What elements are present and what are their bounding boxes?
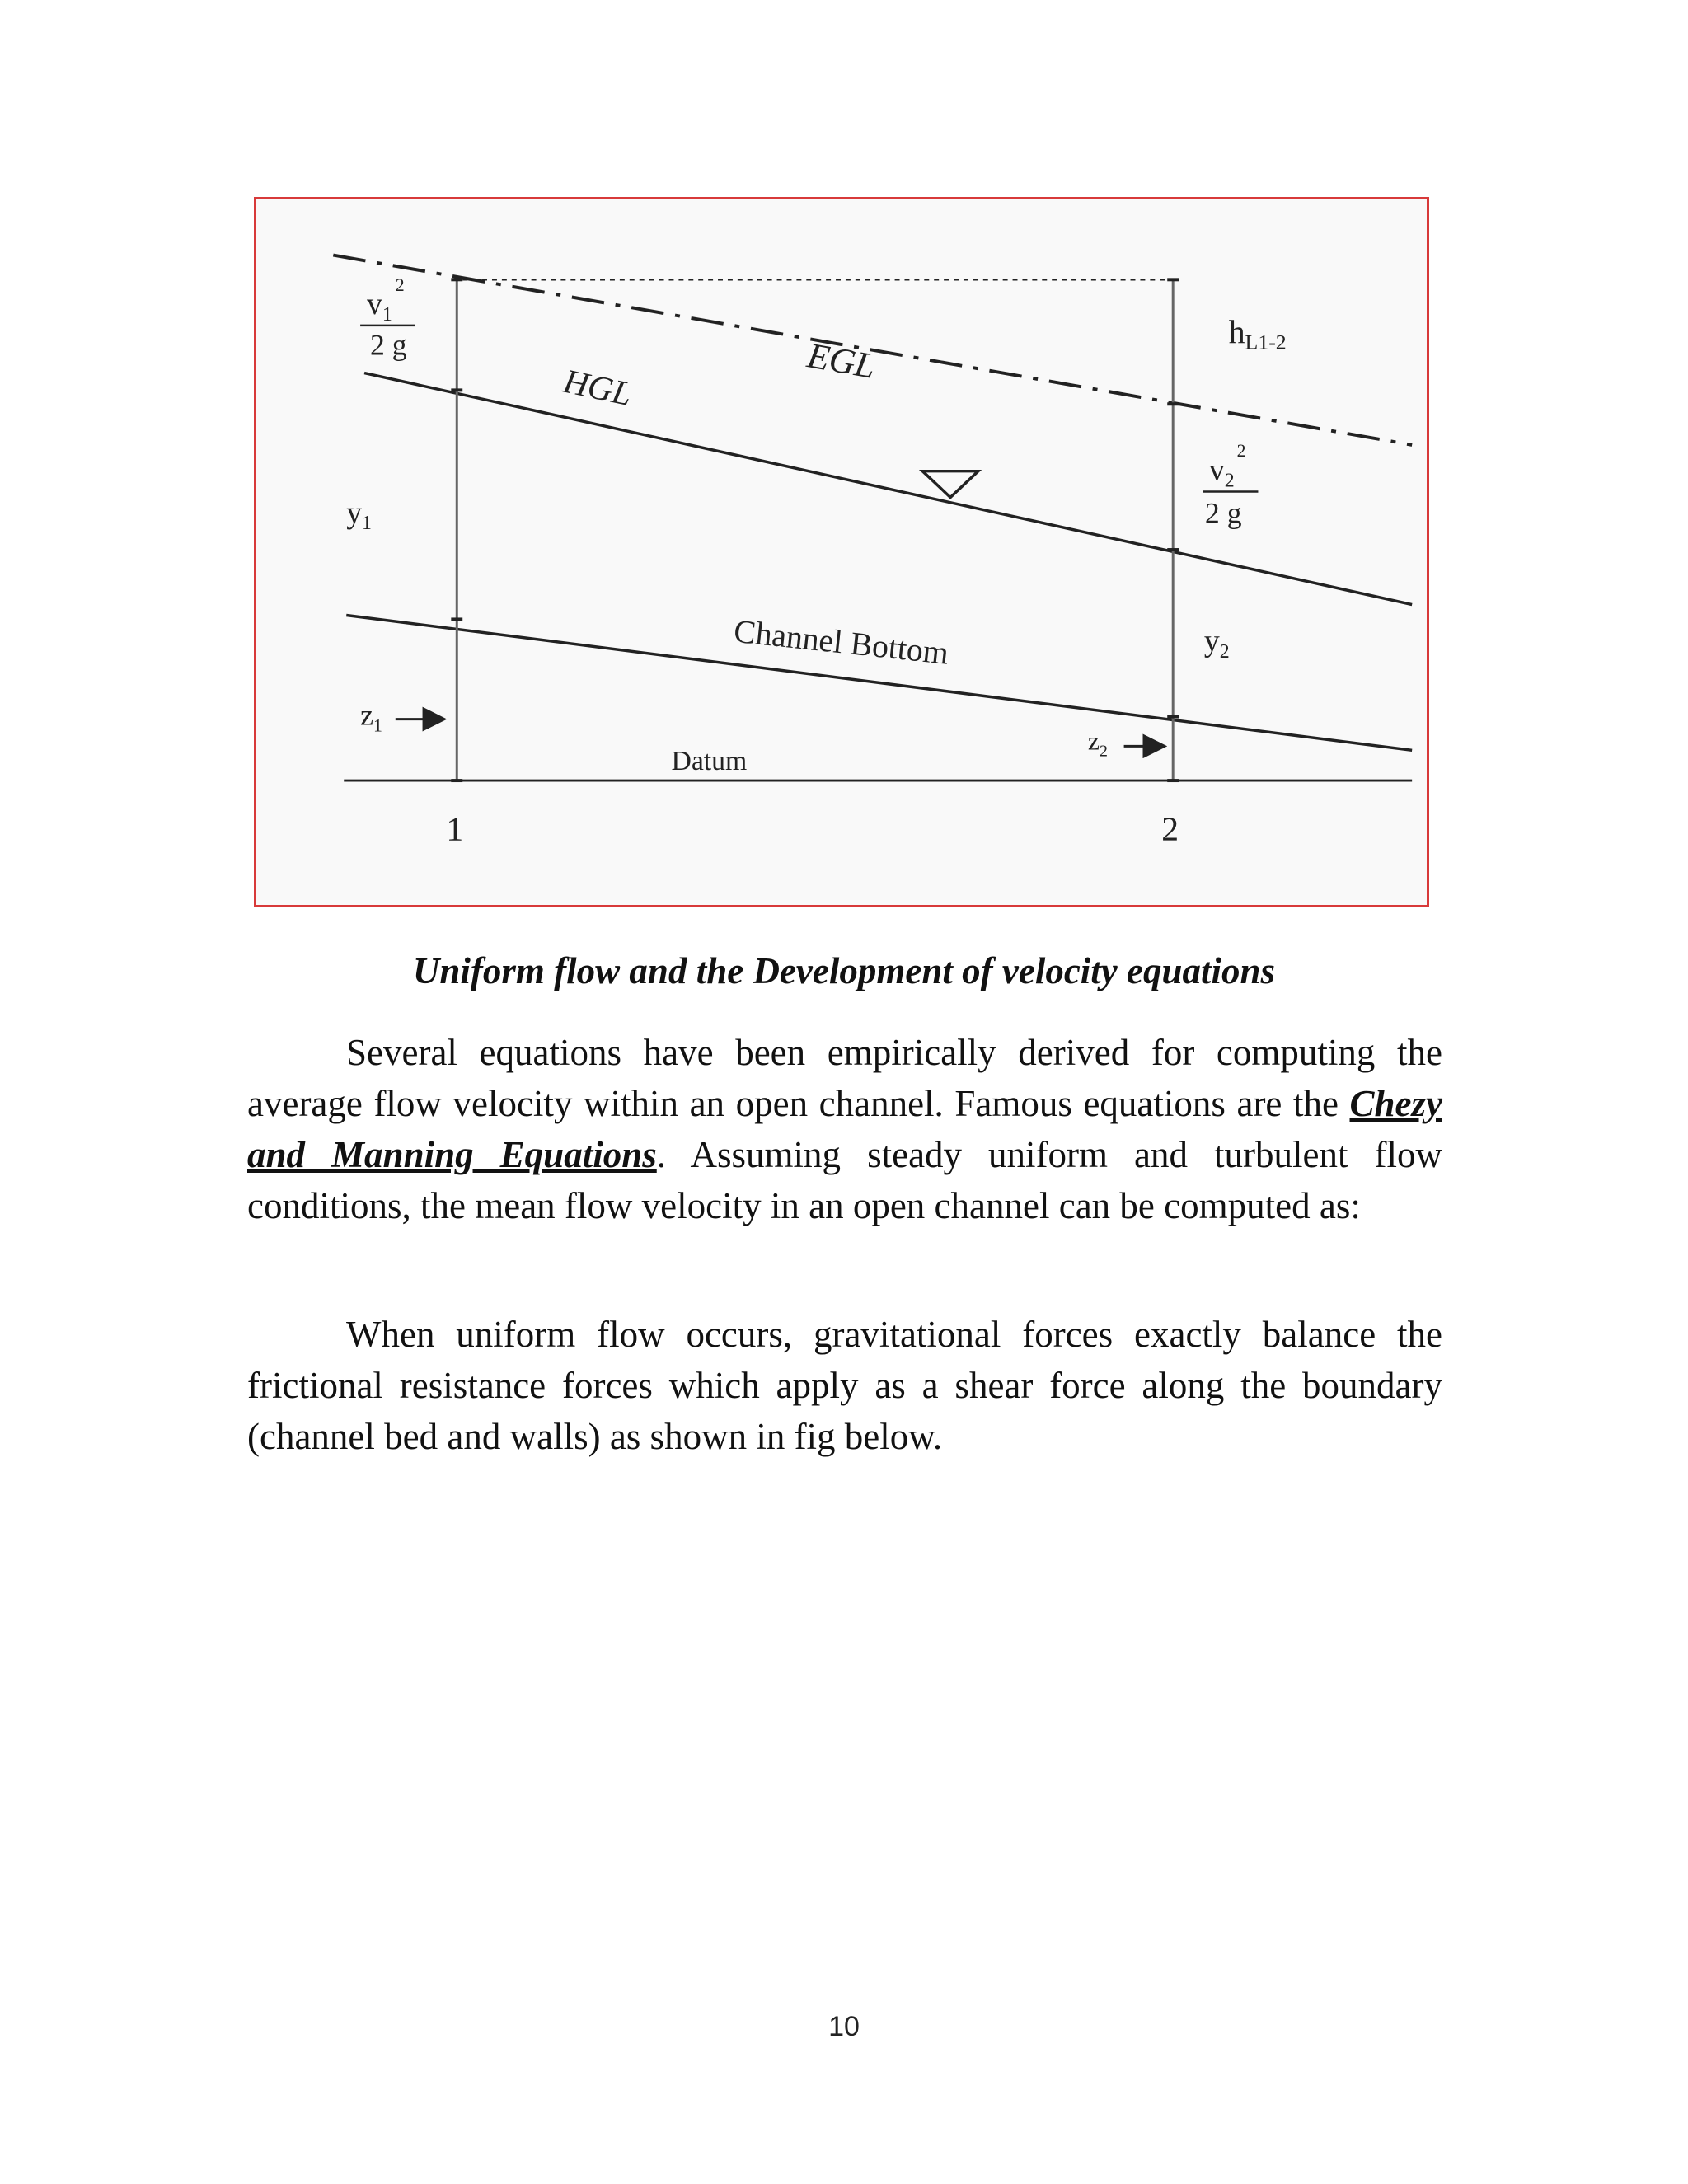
svg-text:z1: [360, 699, 382, 736]
paragraph-1: [247, 1027, 1442, 1231]
svg-text:v1: [367, 287, 392, 326]
y1-subscript: 1: [362, 513, 372, 535]
paragraph-2: When uniform flow occurs, gravitational forces exactly balance the frictional resistance forces which apply as a shear force along the boundary (channel bed and walls) as shown in fig below.: [247, 1314, 1442, 1457]
figure-caption: Uniform flow and the Development of velocity equations: [412, 950, 1276, 991]
water-surface-symbol: [922, 471, 978, 498]
svg-text:z2: [1088, 726, 1108, 760]
head-loss-label: h: [1228, 313, 1245, 350]
z2-subscript: 2: [1100, 742, 1108, 761]
svg-text:y1: [346, 495, 372, 534]
uniform-flow-diagram: [256, 199, 1427, 905]
figure-frame: [254, 197, 1429, 907]
page-number: 10: [828, 2011, 860, 2042]
section1-label: 1: [446, 810, 464, 849]
z1-label: z: [360, 698, 373, 732]
z1-subscript: 1: [373, 715, 382, 736]
v1-subscript: 1: [382, 303, 392, 326]
v2-label: v: [1208, 452, 1225, 488]
hgl-label: HGL: [560, 362, 635, 415]
section2-label: 2: [1161, 810, 1179, 849]
channel-bottom-label: Channel Bottom: [732, 612, 950, 672]
paragraph-1-text-end: . Assuming steady uniform and turbulent flow conditions, the mean flow velocity in an open channel can be computed as:: [247, 1134, 1442, 1226]
svg-text:hL1-2: [1229, 314, 1287, 354]
svg-text:v2: [1209, 453, 1235, 492]
y1-label: y: [346, 495, 363, 531]
datum-label: Datum: [671, 746, 748, 777]
paragraph-1-text-start: Several equations have been empirically derived for computing the average flow velocity within an open channel. Famous equations are the: [247, 1032, 1442, 1124]
v1-denominator: 2 g: [370, 328, 407, 362]
y2-subscript: 2: [1219, 641, 1230, 663]
svg-text:y2: [1204, 624, 1230, 663]
v2-superscript: 2: [1236, 440, 1246, 461]
v1-superscript: 2: [395, 275, 405, 296]
z2-label: z: [1087, 726, 1100, 756]
hgl-line: [364, 373, 1412, 605]
v2-denominator: 2 g: [1204, 496, 1242, 530]
v1-label: v: [367, 287, 382, 322]
chezy-manning-link[interactable]: Chezy and Manning Equations: [247, 1083, 1442, 1175]
v2-subscript: 2: [1224, 470, 1235, 492]
head-loss-subscript: L1-2: [1245, 330, 1287, 354]
y2-label: y: [1203, 624, 1220, 659]
egl-label: EGL: [804, 335, 879, 387]
